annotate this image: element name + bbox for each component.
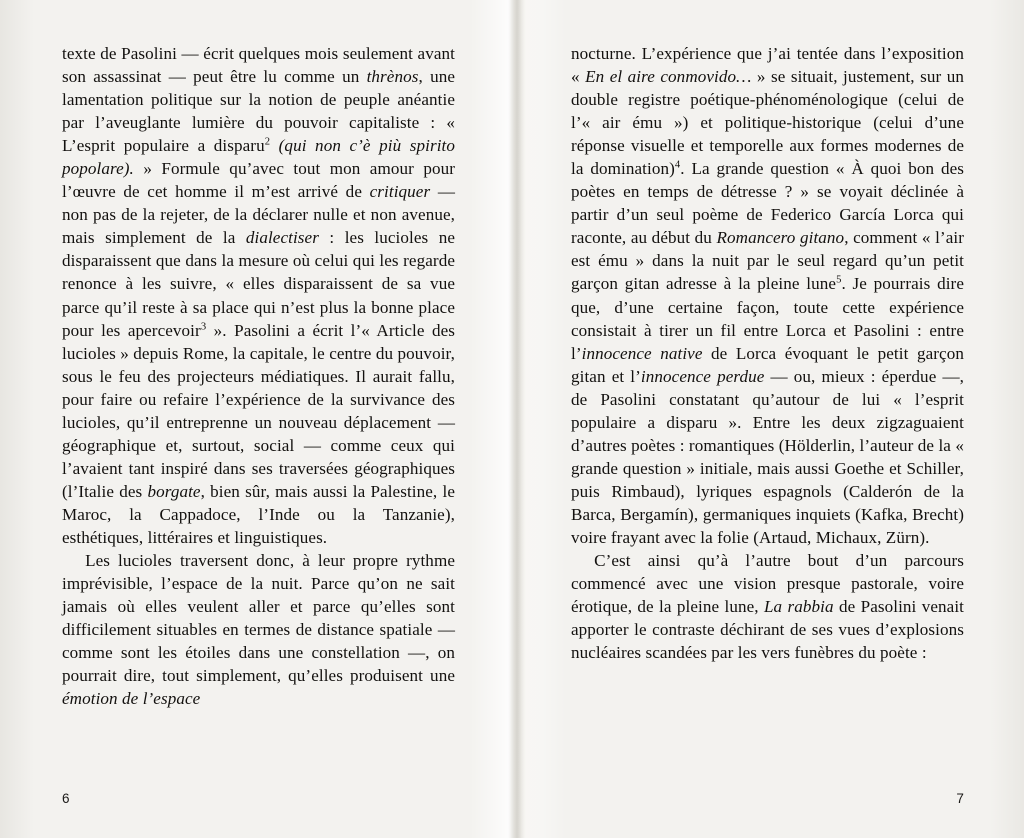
text-run: . La grande question « À quoi bon des poètes en temps de détresse ? » se voyait déclinée à partir d’un seul poème de Federico García Lorca qui raconte, au début du — [571, 159, 964, 248]
footnote-marker: 3 — [200, 320, 207, 332]
text-run: , bien sûr, mais aussi la Palestine, le Maroc, la Cappadoce, l’Inde ou la Tanzanie), esthétiques, littéraires et linguistiques. — [62, 481, 455, 547]
paragraph — [62, 42, 455, 549]
text-run: Les lucioles traversent donc, à leur propre rythme imprévisible, l’espace de la nuit. Parce qu’on ne sait jamais où elles veulent aller et parce qu’elles sont difficilement situables en termes de distance spatiale — comme sont les étoiles dans une constellation —, on pourrait dire, tout simplement, qu’elles produisent une — [62, 551, 455, 686]
emphasis-run: dialectiser — [245, 228, 319, 248]
emphasis-run: critiquer — [369, 182, 431, 202]
footnote-marker: 5 — [836, 274, 842, 286]
page-number-right: 7 — [956, 791, 964, 806]
text-run: — non pas de la rejeter, de la déclarer nulle et non avenue, mais simplement de la — [62, 182, 455, 248]
emphasis-run: borgate — [147, 481, 201, 501]
emphasis-run: Romancero gitano — [716, 228, 845, 248]
paragraph — [62, 549, 455, 710]
text-run: » Formule qu’avec tout mon amour pour l’œuvre de cet homme il m’est arrivé de — [62, 159, 455, 202]
text-run: de Pasolini venait apporter le contraste déchirant de ses vues d’explosions nucléaires scandées par les vers funèbres du poète : — [571, 597, 964, 663]
text-run: , comment « l’air est ému » dans la nuit par le seul regard qu’un petit garçon gitan adresse à la pleine lune — [571, 228, 964, 294]
text-run: ». Pasolini a écrit l’« Article des lucioles » depuis Rome, la capitale, le centre du pouvoir, sous le feu des projecteurs médiatiques. Il aurait fallu, pour faire ou refaire l’expérience de la survivance des lucioles, qu’il entreprenne un nouveau déplacement — géographique et, surtout, social — comme ceux qui l’avaient tant inspiré dans ses traversées géographiques (l’Italie des — [62, 320, 455, 501]
text-run — [270, 136, 279, 155]
text-run: nocturne. L’expérience que j’ai tentée dans l’exposition « — [571, 44, 964, 87]
paragraph — [571, 42, 964, 549]
emphasis-run: émotion de l’espace — [62, 689, 201, 709]
footnote-marker: 2 — [264, 136, 271, 148]
emphasis-run: (qui non c’è più spirito popolare). — [62, 136, 456, 179]
text-run: , une lamentation politique sur la notion de peuple anéantie par l’aveuglante lumière du pouvoir capitaliste : « L’esprit populaire a disparu — [62, 67, 456, 156]
text-run: » se situait, justement, sur un double registre poétique-phénoménologique (celui de l’« air ému ») et politique-historique (celui d’une réponse visuelle et temporelle aux formes modernes de la domination) — [571, 67, 964, 179]
footnote-marker: 4 — [674, 159, 681, 171]
right-page-text-column — [571, 42, 964, 664]
emphasis-run: innocence native — [581, 343, 703, 363]
emphasis-run: En el aire conmovido… — [585, 67, 752, 87]
text-run: C’est ainsi qu’à l’autre bout d’un parcours commencé avec une vision presque pastorale, voire érotique, de la pleine lune, — [571, 551, 964, 617]
emphasis-run: innocence perdue — [640, 366, 765, 386]
text-run: de Lorca évoquant le petit garçon gitan et l’ — [571, 343, 964, 386]
left-page-text-column — [62, 42, 455, 710]
page-number-left: 6 — [62, 791, 70, 806]
paragraph — [571, 549, 964, 664]
emphasis-run: La rabbia — [763, 597, 834, 617]
text-run: — ou, mieux : éperdue —, de Pasolini constatant qu’autour de lui « l’esprit populaire a disparu ». Entre les deux zigzaguaient d’autres poètes : romantiques (Hölderlin, l’auteur de la « grande question » initiale, mais aussi Goethe et Schiller, puis Rimbaud), lyriques espagnols (Calderón de la Barca, Bergamín), germaniques inquiets (Kafka, Brecht) voire frayant avec la folie (Artaud, Michaux, Zürn). — [571, 366, 964, 547]
text-run: : les lucioles ne disparaissent que dans la mesure où celui qui les regarde renonce à les suivre, « elles disparaissent de sa vue parce qu’il reste à sa place qui n’est plus la bonne place pour les apercevoir — [62, 228, 455, 340]
text-run: texte de Pasolini — écrit quelques mois seulement avant son assassinat — peut être lu comme un — [62, 44, 455, 87]
emphasis-run: thrènos — [366, 67, 419, 87]
text-run: . Je pourrais dire que, d’une certaine façon, toute cette expérience consistait à tirer un fil entre Lorca et Pasolini : entre l’ — [571, 274, 964, 363]
